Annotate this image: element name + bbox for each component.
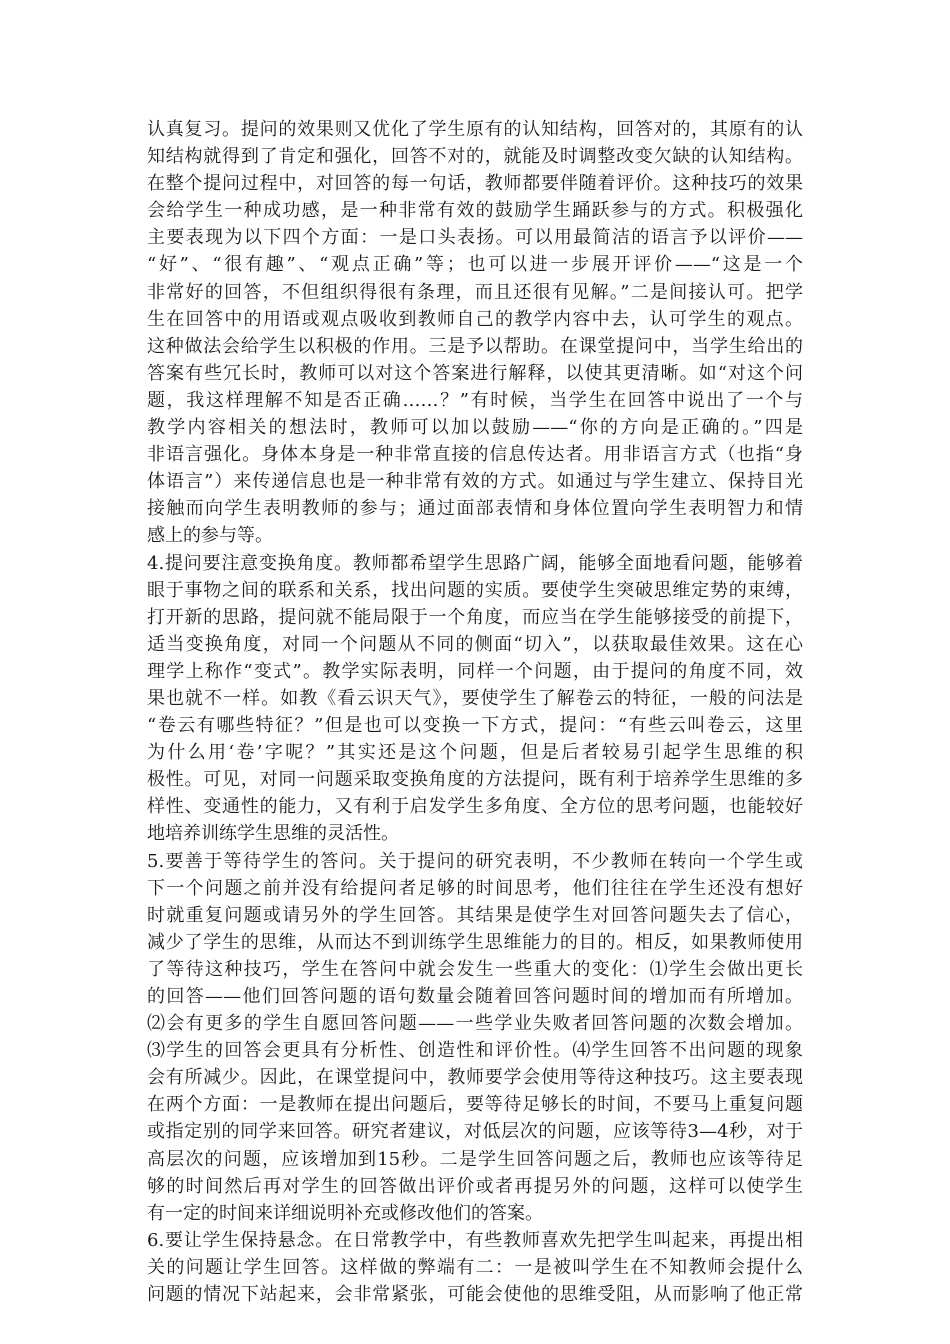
- document-body: [147, 116, 803, 1308]
- text-line: 6.要让学生保持悬念。在日常教学中，有些教师喜欢先把学生叫起来，再提出相: [147, 1229, 803, 1251]
- text-line: 体语言”）来传递信息也是一种非常有效的方式。如通过与学生建立、保持目光: [147, 471, 803, 493]
- text-line: 会给学生一种成功感，是一种非常有效的鼓励学生踊跃参与的方式。积极强化: [147, 200, 803, 222]
- text-line: 理学上称作“变式”。教学实际表明，同样一个问题，由于提问的角度不同，效: [147, 660, 803, 682]
- text-line: 下一个问题之前并没有给提问者足够的时间思考，他们往往在学生还没有想好: [147, 877, 803, 899]
- text-line: “好”、“很有趣”、“观点正确”等；也可以进一步展开评价——“这是一个: [147, 254, 803, 276]
- text-line: 生在回答中的用语或观点吸收到教师自己的教学内容中去，认可学生的观点。: [147, 308, 803, 330]
- text-line: 关的问题让学生回答。这样做的弊端有二：一是被叫学生在不知教师会提什么: [147, 1256, 803, 1278]
- paragraph-end-line: 感上的参与等。: [147, 525, 273, 547]
- text-line: 非语言强化。身体本身是一种非常直接的信息传达者。用非语言方式（也指“身: [147, 444, 803, 466]
- text-line: 接触而向学生表明教师的参与；通过面部表情和身体位置向学生表明智力和情: [147, 498, 803, 520]
- text-line: 知结构就得到了肯定和强化，回答不对的，就能及时调整改变欠缺的认知结构。: [147, 146, 803, 168]
- text-line: 在两个方面：一是教师在提出问题后，要等待足够长的时间，不要马上重复问题: [147, 1094, 803, 1116]
- text-line: 眼于事物之间的联系和关系，找出问题的实质。要使学生突破思维定势的束缚，: [147, 579, 803, 601]
- text-line: 样性、变通性的能力，又有利于启发学生多角度、全方位的思考问题，也能较好: [147, 796, 803, 818]
- text-line: 这种做法会给学生以积极的作用。三是予以帮助。在课堂提问中，当学生给出的: [147, 335, 803, 357]
- text-line: 教学内容相关的想法时，教师可以加以鼓励——“你的方向是正确的。”四是: [147, 417, 803, 439]
- text-line: 高层次的问题，应该增加到15秒。二是学生回答问题之后，教师也应该等待足: [147, 1148, 803, 1170]
- text-line: 适当变换角度，对同一个问题从不同的侧面“切入”，以获取最佳效果。这在心: [147, 633, 803, 655]
- text-line: ⑶学生的回答会更具有分析性、创造性和评价性。⑷学生回答不出问题的现象: [147, 1040, 803, 1062]
- text-line: 的回答——他们回答问题的语句数量会随着回答问题时间的增加而有所增加。: [147, 986, 803, 1007]
- text-line: 打开新的思路，提问就不能局限于一个角度，而应当在学生能够接受的前提下，: [147, 606, 803, 628]
- text-line: 减少了学生的思维，从而达不到训练学生思维能力的目的。相反，如果教师使用: [147, 931, 803, 953]
- text-line: 极性。可见，对同一问题采取变换角度的方法提问，既有利于培养学生思维的多: [147, 769, 803, 791]
- text-line: 够的时间然后再对学生的回答做出评价或者再提另外的问题，这样可以使学生: [147, 1175, 803, 1197]
- text-line: 答案有些冗长时，教师可以对这个答案进行解释，以使其更清晰。如“对这个问: [147, 362, 803, 384]
- text-line: 认真复习。提问的效果则又优化了学生原有的认知结构，回答对的，其原有的认: [147, 119, 803, 140]
- text-line: 题，我这样理解不知是否正确……？”有时候，当学生在回答中说出了一个与: [147, 389, 803, 411]
- paragraph-end-line: 有一定的时间来详细说明补充或修改他们的答案。: [147, 1202, 543, 1224]
- text-line: 果也就不一样。如教《看云识天气》，要使学生了解卷云的特征，一般的问法是: [147, 687, 803, 709]
- paragraph-end-line: 地培养训练学生思维的灵活性。: [147, 823, 399, 845]
- text-line: 为什么用‘卷’字呢？”其实还是这个问题，但是后者较易引起学生思维的积: [147, 742, 803, 764]
- text-line: 主要表现为以下四个方面：一是口头表扬。可以用最简洁的语言予以评价——: [147, 227, 803, 249]
- text-line: 4.提问要注意变换角度。教师都希望学生思路广阔，能够全面地看问题，能够着: [147, 552, 803, 574]
- text-line: 问题的情况下站起来，会非常紧张，可能会使他的思维受阻，从而影响了他正常: [147, 1284, 803, 1306]
- text-line: 5.要善于等待学生的答问。关于提问的研究表明，不少教师在转向一个学生或: [147, 850, 803, 872]
- text-line: 时就重复问题或请另外的学生回答。其结果是使学生对回答问题失去了信心，: [147, 904, 803, 926]
- text-line: 或指定别的同学来回答。研究者建议，对低层次的问题，应该等待3—4秒，对于: [147, 1121, 803, 1143]
- text-line: 会有所减少。因此，在课堂提问中，教师要学会使用等待这种技巧。这主要表现: [147, 1067, 803, 1089]
- text-line: ⑵会有更多的学生自愿回答问题——一些学业失败者回答问题的次数会增加。: [147, 1013, 803, 1035]
- text-line: 非常好的回答，不但组织得很有条理，而且还很有见解。”二是间接认可。把学: [147, 281, 803, 303]
- text-line: “卷云有哪些特征？”但是也可以变换一下方式，提问：“有些云叫卷云，这里: [147, 715, 803, 737]
- text-line: 了等待这种技巧，学生在答问中就会发生一些重大的变化：⑴学生会做出更长: [147, 958, 803, 980]
- text-line: 在整个提问过程中，对回答的每一句话，教师都要伴随着评价。这种技巧的效果: [147, 173, 803, 195]
